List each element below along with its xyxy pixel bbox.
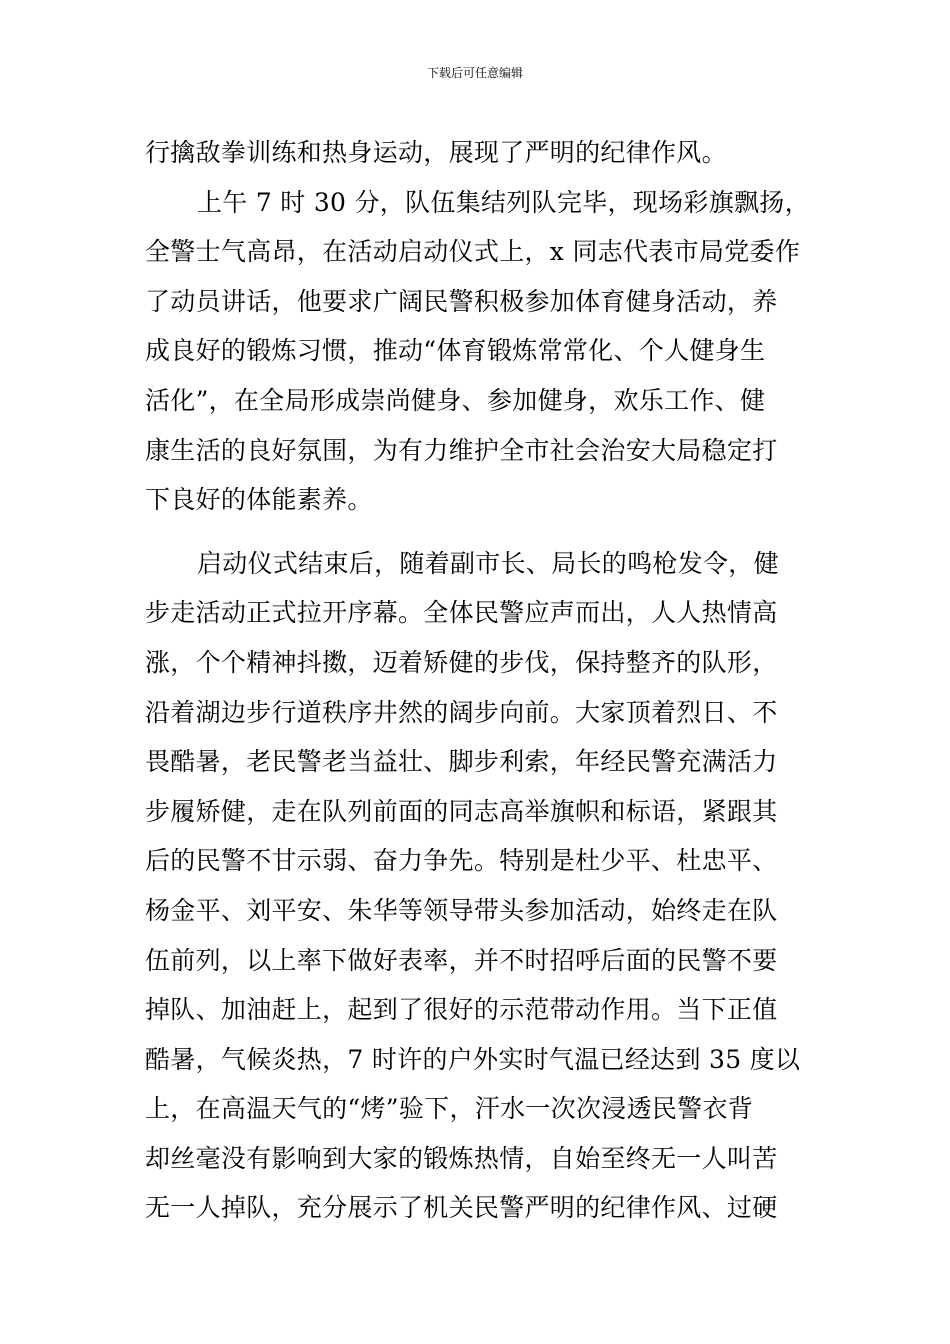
- text-line: 启动仪式结束后，随着副市长、局长的鸣枪发令，健: [197, 548, 779, 578]
- text-line: 伍前列，以上率下做好表率，并不时招呼后面的民警不要: [145, 945, 778, 975]
- text-line: 却丝毫没有影响到大家的锻炼热情，自始至终无一人叫苦: [145, 1143, 778, 1173]
- text-line: 沿着湖边步行道秩序井然的阔步向前。大家顶着烈日、不: [145, 697, 778, 727]
- text-line: 步走活动正式拉开序幕。全体民警应声而出，人人热情高: [145, 598, 778, 628]
- text-line: 步履矫健，走在队列前面的同志高举旗帜和标语，紧跟其: [145, 796, 778, 826]
- text-line: 无一人掉队，充分展示了机关民警严明的纪律作风、过硬: [145, 1193, 778, 1223]
- document-body: [145, 128, 810, 1233]
- paragraph-3: [145, 539, 810, 1233]
- text-line: 成良好的锻炼习惯，推动“体育锻炼常常化、个人健身生: [145, 336, 766, 366]
- text-line: 下良好的体能素养。: [145, 485, 373, 515]
- text-line: 全警士气高昂，在活动启动仪式上，x 同志代表市局党委作: [145, 237, 801, 267]
- text-line: 杨金平、刘平安、朱华等领导带头参加活动，始终走在队: [145, 895, 778, 925]
- text-line: 活化”，在全局形成崇尚健身、参加健身，欢乐工作、健: [145, 385, 766, 415]
- text-line: 后的民警不甘示弱、奋力争先。特别是杜少平、杜忠平、: [145, 846, 778, 876]
- text-line: 涨，个个精神抖擞，迈着矫健的步伐，保持整齐的队形，: [145, 647, 778, 677]
- text-line: 掉队、加油赶上，起到了很好的示范带动作用。当下正值: [145, 995, 778, 1025]
- page-header: 下载后可任意编辑: [426, 66, 523, 80]
- text-line: 酷暑，气候炎热，7 时许的户外实时气温已经达到 35 度以: [145, 1044, 801, 1074]
- text-line: 行擒敌拳训练和热身运动，展现了严明的纪律作风。: [145, 138, 727, 167]
- text-line: 康生活的良好氛围，为有力维护全市社会治安大局稳定打: [145, 435, 778, 465]
- text-line: 了动员讲话，他要求广阔民警积极参加体育健身活动，养: [145, 286, 778, 316]
- paragraph-1: [145, 128, 810, 178]
- text-line: 上午 7 时 30 分，队伍集结列队完毕，现场彩旗飘扬，: [197, 187, 810, 217]
- paragraph-2: [145, 178, 810, 525]
- text-line: 畏酷暑，老民警老当益壮、脚步利索，年经民警充满活力: [145, 747, 778, 777]
- text-line: 上，在高温天气的“烤”验下，汗水一次次浸透民警衣背: [145, 1094, 754, 1124]
